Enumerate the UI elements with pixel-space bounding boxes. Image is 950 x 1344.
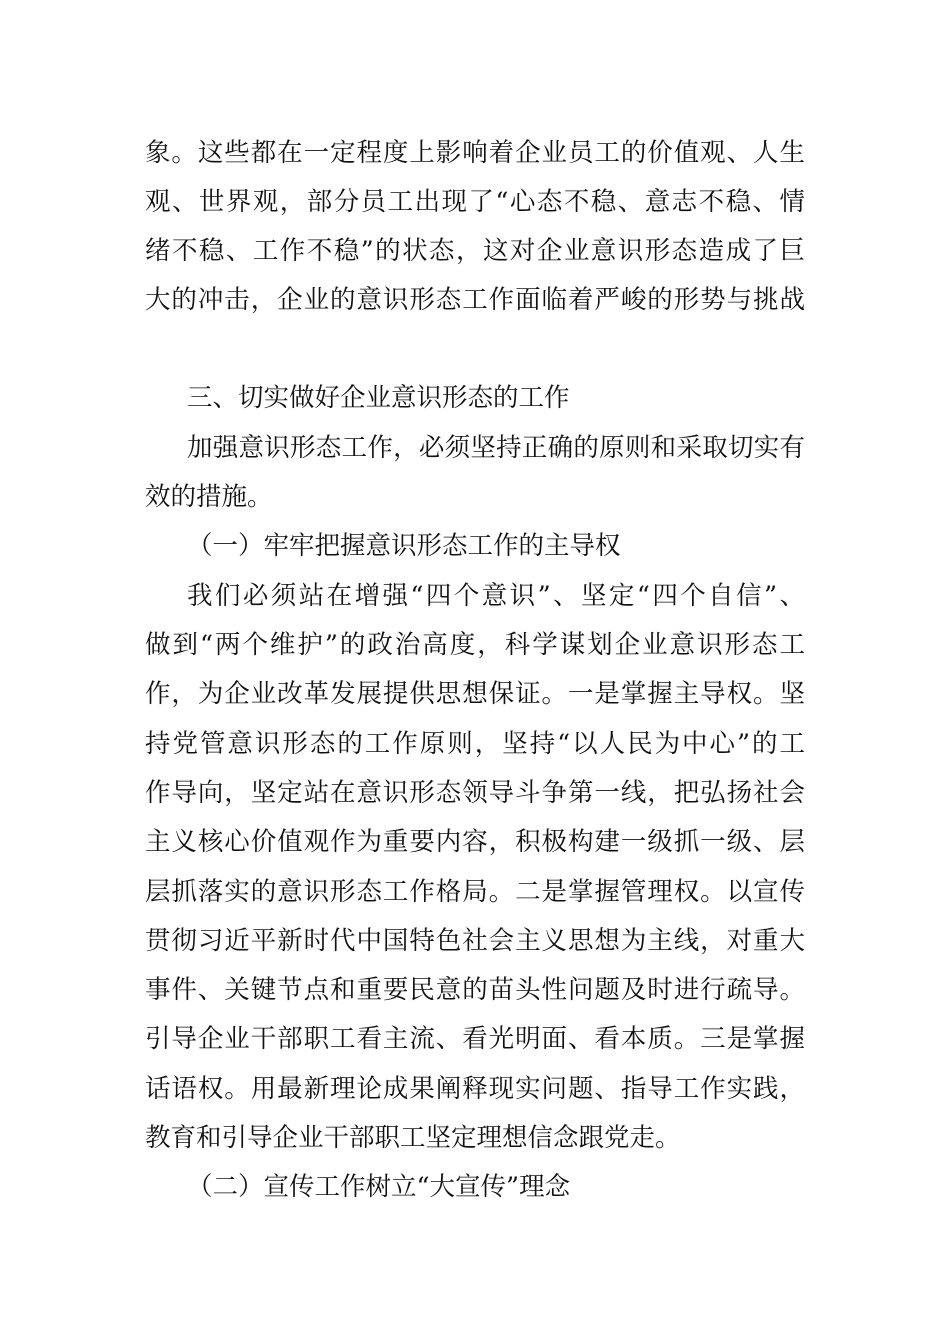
- text-line: 象。这些都在一定程度上影响着企业员工的价值观、人生: [145, 138, 805, 168]
- text-line: 效的措施。: [145, 482, 273, 512]
- text-line: 做到“两个维护”的政治高度，科学谋划企业意识形态工: [145, 630, 805, 660]
- text-line: 加强意识形态工作，必须坚持正确的原则和采取切实有: [187, 433, 805, 463]
- text-line: 贯彻习近平新时代中国特色社会主义思想为主线，对重大: [145, 926, 805, 956]
- text-line: 我们必须站在增强“四个意识”、坚定“四个自信”、: [187, 581, 805, 611]
- text-line: 教育和引导企业干部职工坚定理想信念跟党走。: [145, 1123, 681, 1153]
- subsection-heading: （一）牢牢把握意识形态工作的主导权: [187, 531, 621, 561]
- text-line: 作，为企业改革发展提供思想保证。一是掌握主导权。坚: [145, 679, 805, 709]
- text-line: 大的冲击，企业的意识形态工作面临着严峻的形势与挑战: [145, 285, 805, 315]
- text-line: 作导向，坚定站在意识形态领导斗争第一线，把弘扬社会: [145, 778, 805, 808]
- text-line: 观、世界观，部分员工出现了“心态不稳、意志不稳、情: [145, 187, 805, 217]
- section-heading: 三、切实做好企业意识形态的工作: [187, 383, 570, 413]
- text-line: 话语权。用最新理论成果阐释现实问题、指导工作实践，: [145, 1074, 805, 1104]
- text-line: 持党管意识形态的工作原则，坚持“以人民为中心”的工: [145, 729, 805, 759]
- text-line: 主义核心价值观作为重要内容，积极构建一级抓一级、层: [145, 827, 805, 857]
- text-line: 绪不稳、工作不稳”的状态，这对企业意识形态造成了巨: [145, 236, 805, 266]
- subsection-heading: （二）宣传工作树立“大宣传”理念: [187, 1172, 571, 1202]
- text-line: 引导企业干部职工看主流、看光明面、看本质。三是掌握: [145, 1024, 805, 1054]
- text-line: 事件、关键节点和重要民意的苗头性问题及时进行疏导。: [145, 975, 805, 1005]
- text-line: 层抓落实的意识形态工作格局。二是掌握管理权。以宣传: [145, 877, 805, 907]
